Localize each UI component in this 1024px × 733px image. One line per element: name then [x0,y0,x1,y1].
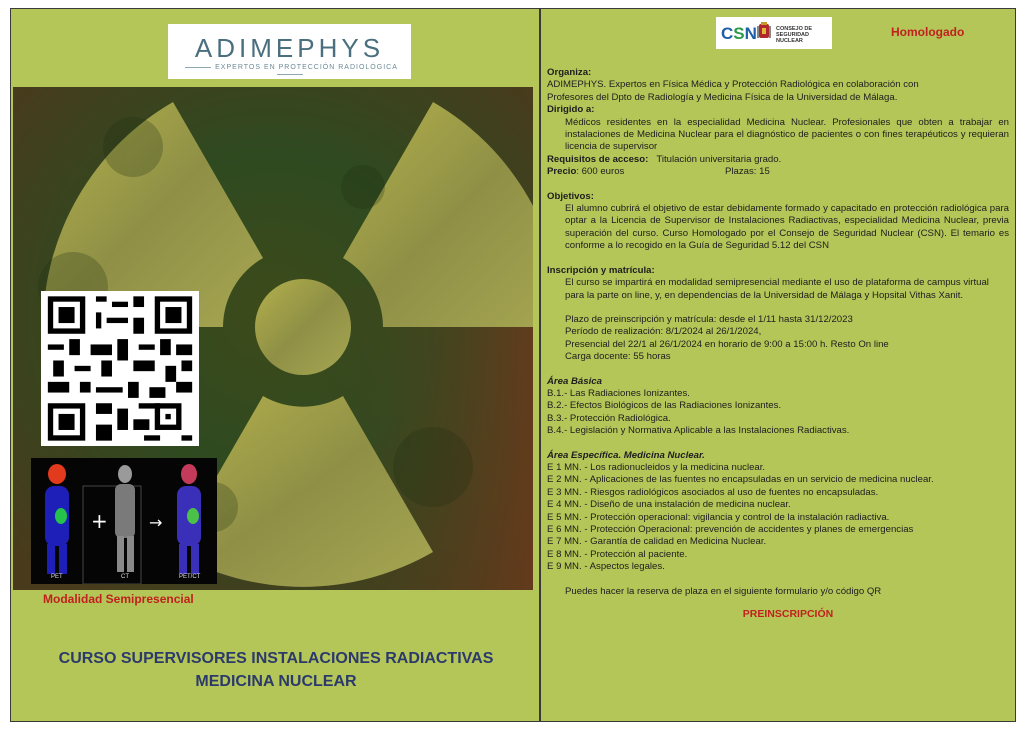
logo-tagline: EXPERTOS EN PROTECCIÓN RADIOLÓGICA [215,64,398,71]
organiza-text-2: Profesores del Dpto de Radiología y Medicina Física de la Universidad de Málaga. [547,91,898,103]
area-especifica-item: E 6 MN. - Protección Operacional: prevención de accidentes y planes de emergencias [547,524,914,535]
area-especifica-heading: Área Específica. Medicina Nuclear. [547,449,705,461]
precio-text: : 600 euros [576,166,625,178]
area-especifica-item: E 1 MN. - Los radionucleidos y la medicina nuclear. [547,461,766,473]
precio-row [547,166,1009,178]
course-title-line2: MEDICINA NUCLEAR [195,673,357,690]
requisitos-text: Titulación universitaria grado. [656,153,782,165]
petct-label: PET/CT [179,574,201,580]
area-basica-heading: Área Básica [547,375,602,387]
carga-text: Carga docente: 55 horas [565,351,671,363]
flyer-left-panel [10,8,540,722]
pet-label: PET [51,574,63,580]
coat-of-arms-icon [756,21,772,43]
flyer-right-panel [540,8,1016,722]
course-info [547,67,1009,620]
presencial-text: Presencial del 22/1 al 26/1/2024 en horario de 9:00 a 15:00 h. Resto On line [565,338,889,350]
precio-heading: Precio [547,166,577,178]
dirigido-heading: Dirigido a: [547,104,595,116]
requisitos-row [547,154,1009,166]
organiza-text-1: ADIMEPHYS. Expertos en Física Médica y Protección Radiológica en colaboración con [547,79,919,91]
area-basica-item: B.1.- Las Radiaciones Ionizantes. [547,387,690,399]
area-especifica-item: E 7 MN. - Garantía de calidad en Medicina Nuclear. [547,536,767,548]
area-especifica-item: E 2 MN. - Aplicaciones de las fuentes no encapsuladas en un servicio de medicina nuclear. [547,474,934,486]
area-especifica-item: E 5 MN. - Protección operacional: vigilancia y control de la instalación radiactiva. [547,511,890,523]
requisitos-heading: Requisitos de acceso: [547,153,649,165]
csn-name: CONSEJO DE SEGURIDAD NUCLEAR [776,26,813,44]
dirigido-text: Médicos residentes en la especialidad Medicina Nuclear. Profesionales que obten a trabajar en instalaciones de Medicina Nuclear para el diagnóstico de pacientes o con fines terapéuticos y requieran licencia de supervisor [565,116,1009,153]
pet-ct-image [31,458,217,584]
plazo-text: Plazo de preinscripción y matrícula: desde el 1/11 hasta 31/12/2023 [565,313,853,325]
qr-code[interactable] [41,291,199,446]
area-basica-item: B.2.- Efectos Biológicos de las Radiaciones Ionizantes. [547,400,782,412]
csn-letters: CSN [721,24,757,43]
csn-logo [716,17,832,49]
reserva-text: Puedes hacer la reserva de plaza en el siguiente formulario y/o código QR [565,585,882,597]
preinscripcion-link[interactable]: PREINSCRIPCIÓN [742,608,834,621]
plazas-text: Plazas: 15 [725,166,770,178]
logo-word: ADIMEPHYS [194,33,385,63]
objetivos-text: El alumno cubrirá el objetivo de estar debidamente formado y capacitado en protección radiológica para optar a la Licencia de Supervisor de Instalaciones Radiactivas, especialidad Medicina Nuclear, previa superación del curso. Curso Homologado por el Consejo de Seguridad Nuclear (CSN). El temario es conforme a lo recogido en la Guía de Seguridad 5.12 del CSN [565,203,1009,252]
periodo-text: Período de realización: 8/1/2024 al 26/1/2024, [565,326,762,338]
objetivos-heading: Objetivos: [547,190,594,202]
area-especifica-item: E 8 MN. - Protección al paciente. [547,548,688,560]
svg-text:→: → [149,513,163,532]
ct-label: CT [121,574,129,580]
homologado-label: Homologado [891,25,965,39]
modality-label: Modalidad Semipresencial [43,592,194,606]
area-basica-item: B.4.- Legislación y Normativa Aplicable a las Instalaciones Radiactivas. [547,425,850,437]
organiza-heading: Organiza: [547,67,592,78]
area-basica-item: B.3.- Protección Radiológica. [547,412,671,424]
course-title [11,647,541,693]
inscripcion-text: El curso se impartirá en modalidad semipresencial mediante el uso de plataforma de campus virtual para la parte on line, y, en dependencias de la Universidad de Málaga y Hopsital Vithas Xanit. [565,277,989,301]
adimephys-logo [168,24,411,79]
inscripcion-heading: Inscripción y matrícula: [547,264,655,276]
course-title-line1: CURSO SUPERVISORES INSTALACIONES RADIACTIVAS [58,650,494,667]
area-especifica-item: E 3 MN. - Riesgos radiológicos asociados al uso de fuentes no encapsuladas. [547,486,879,498]
area-especifica-item: E 9 MN. - Aspectos legales. [547,561,665,573]
area-especifica-item: E 4 MN. - Diseño de una instalación de medicina nuclear. [547,499,791,511]
svg-text:+: + [91,509,108,533]
logo-tagline-row [168,64,411,78]
